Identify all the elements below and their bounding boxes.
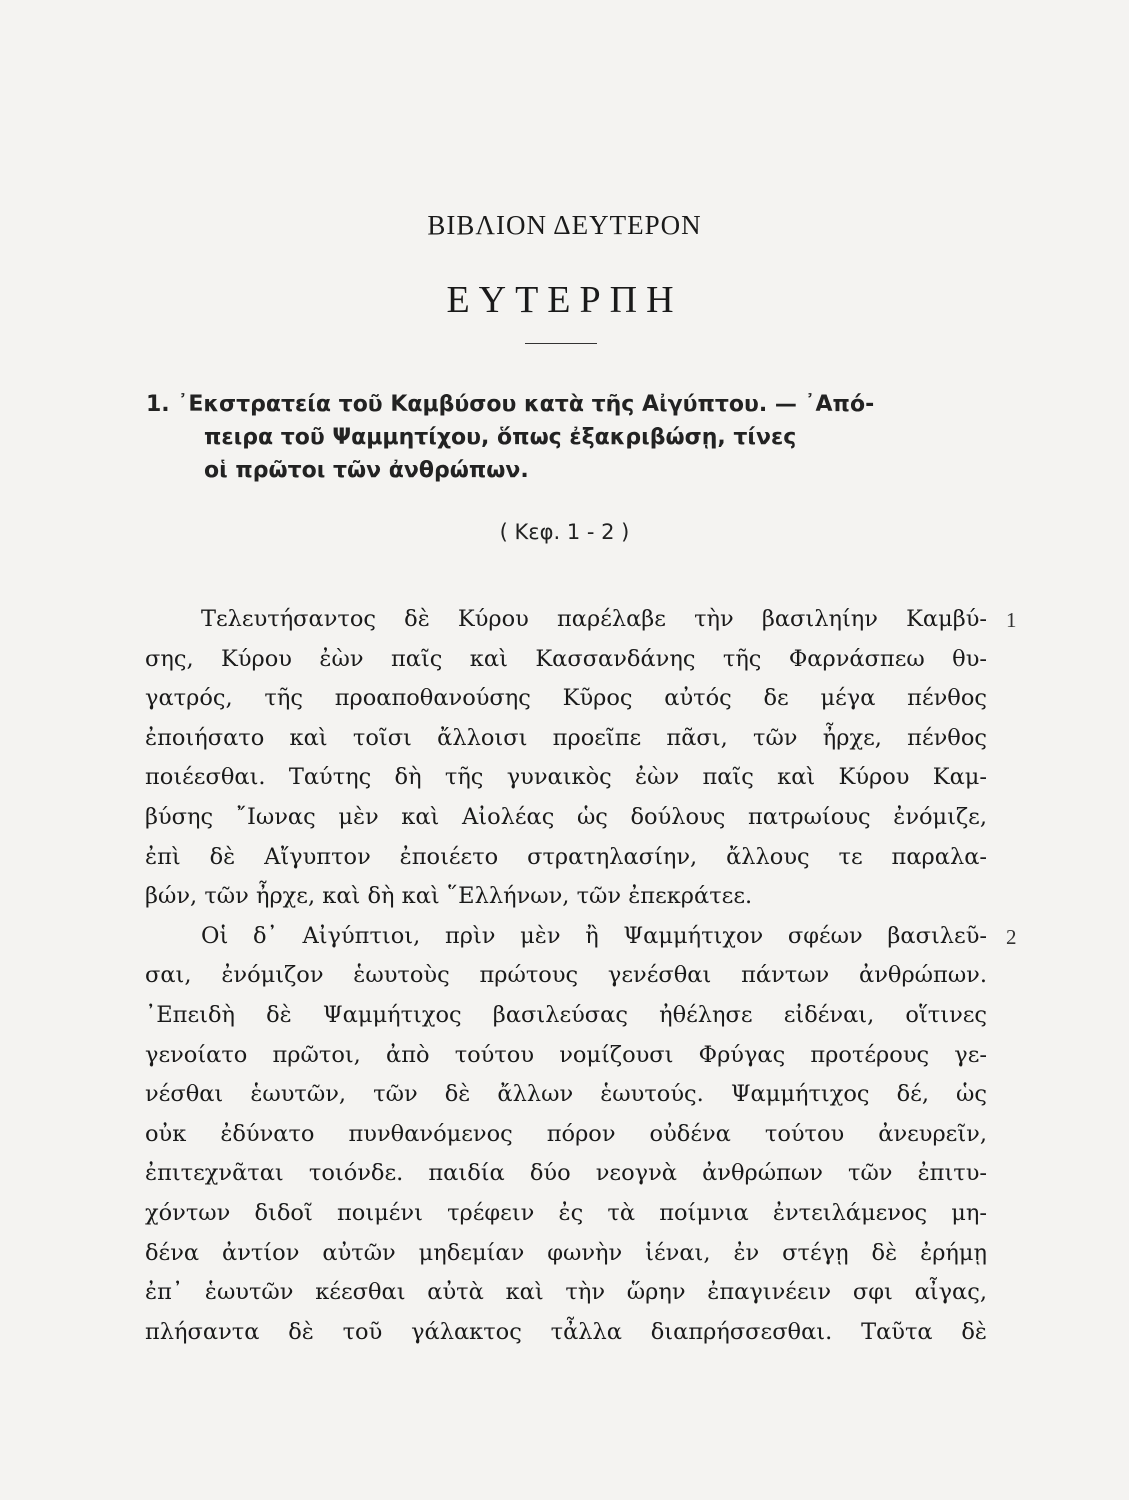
text-line: δένα ἀντίον αὐτῶν μηδεμίαν φωνὴν ἱέναι, ἐν στέγῃ δὲ ἐρήμῃ (145, 1239, 987, 1266)
text-line: ποιέεσθαι. Ταύτης δὴ τῆς γυναικὸς ἐὼν παῖς καὶ Κύρου Καμ- (145, 764, 987, 791)
text-line: χόντων διδοῖ ποιμένι τρέφειν ἐς τὰ ποίμνια ἐντειλάμενος μη- (145, 1199, 987, 1226)
margin-number: 1 (1006, 608, 1017, 632)
body-text (145, 600, 987, 1352)
text-line: νέσθαι ἑωυτῶν, τῶν δὲ ἄλλων ἑωυτούς. Ψαμμήτιχος δέ, ὡς (145, 1081, 987, 1108)
text-line: πλήσαντα δὲ τοῦ γάλακτος τἆλλα διαπρήσσεσθαι. Ταῦτα δὲ (145, 1318, 987, 1345)
text-line: Οἱ δ᾿ Αἰγύπτιοι, πρὶν μὲν ἢ Ψαμμήτιχον σφέων βασιλεῦ- (201, 922, 987, 949)
text-line: γατρός, τῆς προαποθανούσης Κῦρος αὐτός δε μέγα πένθος (145, 685, 987, 712)
text-line: Τελευτήσαντος δὲ Κύρου παρέλαβε τὴν βασιληίην Καμβύ- (201, 606, 987, 632)
text-line: σης, Κύρου ἐὼν παῖς καὶ Κασσανδάνης τῆς Φαρνάσπεω θυ- (145, 645, 987, 672)
text-line: οὐκ ἐδύνατο πυνθανόμενος πόρον οὐδένα τούτου ἀνευρεῖν, (145, 1120, 987, 1147)
text-line: σαι, ἐνόμιζον ἑωυτοὺς πρώτους γενέσθαι πάντων ἀνθρώπων. (145, 962, 987, 989)
section-heading (146, 388, 988, 487)
book-title: ΒΙΒΛΙΟΝ ΔΕΥΤΕΡΟΝ (427, 210, 702, 240)
paragraph-1 (145, 600, 987, 917)
text-line: ἐπ᾿ ἑωυτῶν κέεσθαι αὐτὰ καὶ τὴν ὥρην ἐπαγινέειν σφι αἶγας, (145, 1279, 987, 1306)
text-line: ἐπὶ δὲ Αἴγυπτον ἐποιέετο στρατηλασίην, ἄλλους τε παραλα- (145, 843, 987, 870)
title-divider (525, 343, 597, 344)
text-line: βύσης ῎Ιωνας μὲν καὶ Αἰολέας ὡς δούλους πατρωίους ἐνόμιζε, (145, 803, 987, 830)
text-line: ᾿Επειδὴ δὲ Ψαμμήτιχος βασιλεύσας ἠθέλησε εἰδέναι, οἵτινες (145, 1001, 987, 1028)
text-line: ἐπιτεχνᾶται τοιόνδε. παιδία δύο νεογνὰ ἀνθρώπων τῶν ἐπιτυ- (145, 1160, 987, 1187)
book-name: ΕΥΤΕΡΠΗ (446, 279, 683, 321)
section-heading-line: οἱ πρῶτοι τῶν ἀνθρώπων. (204, 458, 529, 483)
margin-number: 2 (1006, 925, 1017, 949)
chapter-reference: ( Κεφ. 1 - 2 ) (499, 520, 630, 544)
section-heading-line: πειρα τοῦ Ψαμμητίχου, ὅπως ἐξακριβώσῃ, τίνες (204, 425, 797, 450)
section-heading-line: 1. ᾿Εκστρατεία τοῦ Καμβύσου κατὰ τῆς Αἰγύπτου. — ᾿Από- (146, 392, 875, 417)
paragraph-2 (145, 917, 987, 1353)
text-line: ἐποιήσατο καὶ τοῖσι ἄλλοισι προεῖπε πᾶσι, τῶν ἦρχε, πένθος (145, 724, 987, 751)
text-line: βών, τῶν ἦρχε, καὶ δὴ καὶ ῞Ελλήνων, τῶν ἐπεκράτεε. (145, 883, 753, 910)
text-line: γενοίατο πρῶτοι, ἀπὸ τούτου νομίζουσι Φρύγας προτέρους γε- (145, 1041, 987, 1068)
